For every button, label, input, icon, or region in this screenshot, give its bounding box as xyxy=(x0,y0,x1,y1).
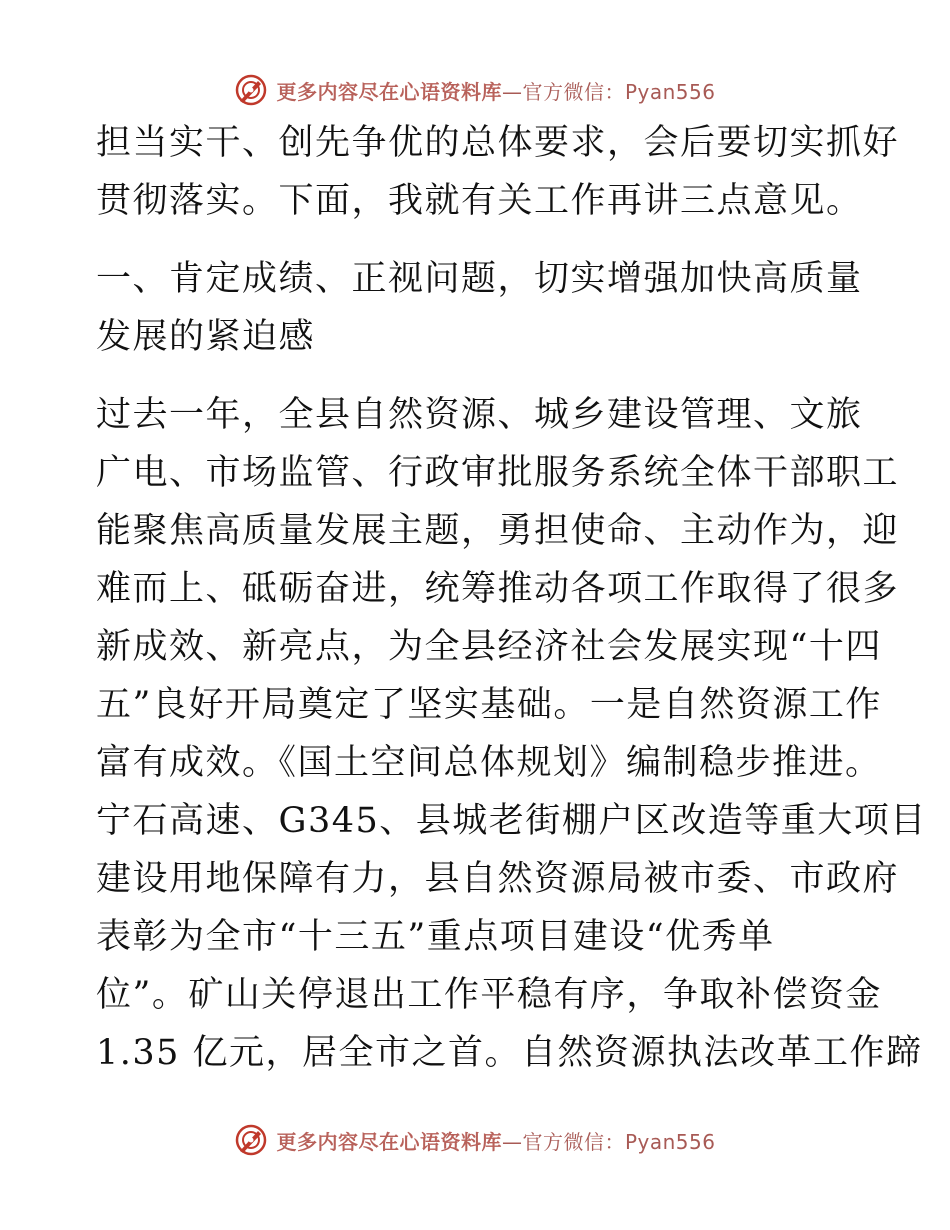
header-watermark xyxy=(0,70,950,110)
text-line: 贯彻落实。下面，我就有关工作再讲三点意见。 xyxy=(96,181,863,221)
text-line: 过去一年，全县自然资源、城乡建设管理、文旅 xyxy=(96,395,863,435)
text-line: 1.35 亿元，居全市之首。自然资源执法改革工作蹄 xyxy=(96,1033,923,1073)
text-line: 难而上、砥砺奋进，统筹推动各项工作取得了很多 xyxy=(96,569,900,609)
document-body xyxy=(96,114,927,1082)
section-heading xyxy=(96,250,863,366)
paragraph xyxy=(96,114,900,230)
footer-watermark xyxy=(0,1120,950,1160)
text-line: 广电、市场监管、行政审批服务系统全体干部职工 xyxy=(96,453,900,493)
quill-logo-icon xyxy=(234,73,268,107)
paragraph xyxy=(96,386,927,1082)
text-line: 位”。矿山关停退出工作平稳有序，争取补偿资金 xyxy=(96,975,882,1015)
text-line: 能聚焦高质量发展主题，勇担使命、主动作为，迎 xyxy=(96,511,900,551)
text-line: 富有成效。《国土空间总体规划》编制稳步推进。 xyxy=(96,743,882,783)
text-line: 担当实干、创先争优的总体要求，会后要切实抓好 xyxy=(96,123,900,163)
watermark-text: 更多内容尽在心语资料库—官方微信：Pyan556 xyxy=(276,79,716,104)
text-line: 表彰为全市“十三五”重点项目建设“优秀单 xyxy=(96,917,775,957)
heading-line: 一、肯定成绩、正视问题，切实增强加快高质量 xyxy=(96,259,863,299)
heading-line: 发展的紧迫感 xyxy=(96,317,316,357)
text-line: 新成效、新亮点，为全县经济社会发展实现“十四 xyxy=(96,627,882,667)
text-line: 建设用地保障有力，县自然资源局被市委、市政府 xyxy=(96,859,900,899)
text-line: 五”良好开局奠定了坚实基础。一是自然资源工作 xyxy=(96,685,882,725)
text-line: 宁石高速、G345、县城老街棚户区改造等重大项目 xyxy=(96,801,927,841)
quill-logo-icon xyxy=(234,1123,268,1157)
watermark-text: 更多内容尽在心语资料库—官方微信：Pyan556 xyxy=(276,1129,716,1154)
